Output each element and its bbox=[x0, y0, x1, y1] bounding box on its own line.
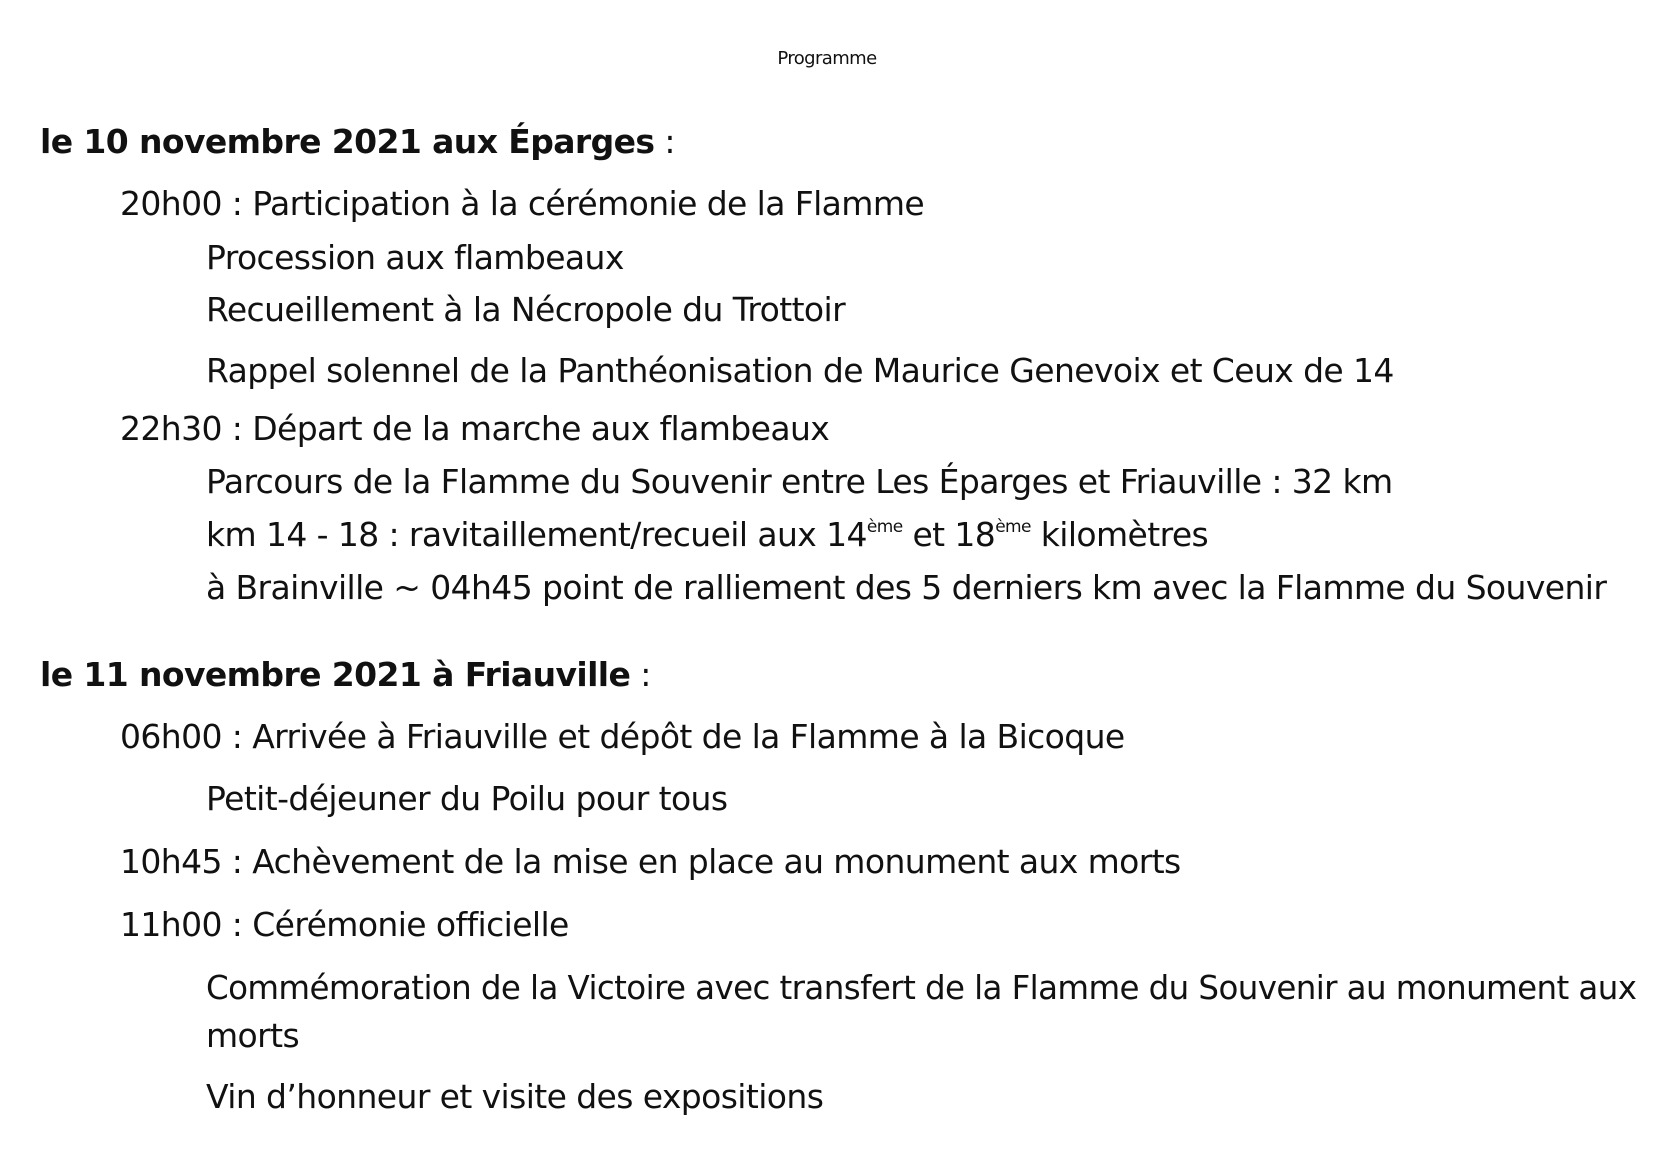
day2-item-1: Petit-déjeuner du Poilu pour tous bbox=[206, 779, 728, 818]
day2-heading-text: le 11 novembre 2021 à Friauville bbox=[40, 655, 631, 694]
day2-item-6: Vin d’honneur et visite des expositions bbox=[206, 1077, 824, 1116]
day1-heading-text: le 10 novembre 2021 aux Éparges bbox=[40, 122, 655, 161]
day1-heading bbox=[40, 122, 675, 162]
day1-item-2: Recueillement à la Nécropole du Trottoir bbox=[206, 290, 846, 329]
day1-heading-colon: : bbox=[654, 122, 675, 161]
day1-item-1: Procession aux flambeaux bbox=[206, 238, 624, 277]
page-title: Programme bbox=[777, 48, 877, 69]
day2-heading bbox=[40, 655, 651, 695]
day1-item-4: 22h30 : Départ de la marche aux flambeaux bbox=[120, 409, 830, 448]
day2-item-4: Commémoration de la Victoire avec transfert de la Flamme du Souvenir au monument aux bbox=[206, 969, 1637, 1007]
day2-item-0: 06h00 : Arrivée à Friauville et dépôt de la Flamme à la Bicoque bbox=[120, 717, 1125, 756]
km-line-part-b: et 18 bbox=[902, 515, 996, 554]
km-line-part-c: kilomètres bbox=[1030, 515, 1209, 554]
km-line-sup-2: ème bbox=[995, 517, 1031, 537]
km-line-part-a: km 14 - 18 : ravitaillement/recueil aux 14 bbox=[206, 515, 867, 554]
day2-item-5: morts bbox=[206, 1016, 300, 1055]
day1-last-item: à Brainville ~ 04h45 point de ralliement des 5 derniers km avec la Flamme du Souvenir bbox=[206, 568, 1607, 607]
day2-item-2: 10h45 : Achèvement de la mise en place au monument aux morts bbox=[120, 842, 1181, 881]
day1-item-3: Rappel solennel de la Panthéonisation de Maurice Genevoix et Ceux de 14 bbox=[206, 351, 1394, 390]
km-line-sup-1: ème bbox=[866, 517, 903, 537]
day1-item-0: 20h00 : Participation à la cérémonie de la Flamme bbox=[120, 184, 925, 223]
day1-km-line bbox=[206, 515, 1208, 555]
day1-item-5: Parcours de la Flamme du Souvenir entre Les Éparges et Friauville : 32 km bbox=[206, 462, 1393, 501]
day2-item-3: 11h00 : Cérémonie officielle bbox=[120, 905, 569, 944]
day2-heading-colon: : bbox=[630, 655, 651, 694]
